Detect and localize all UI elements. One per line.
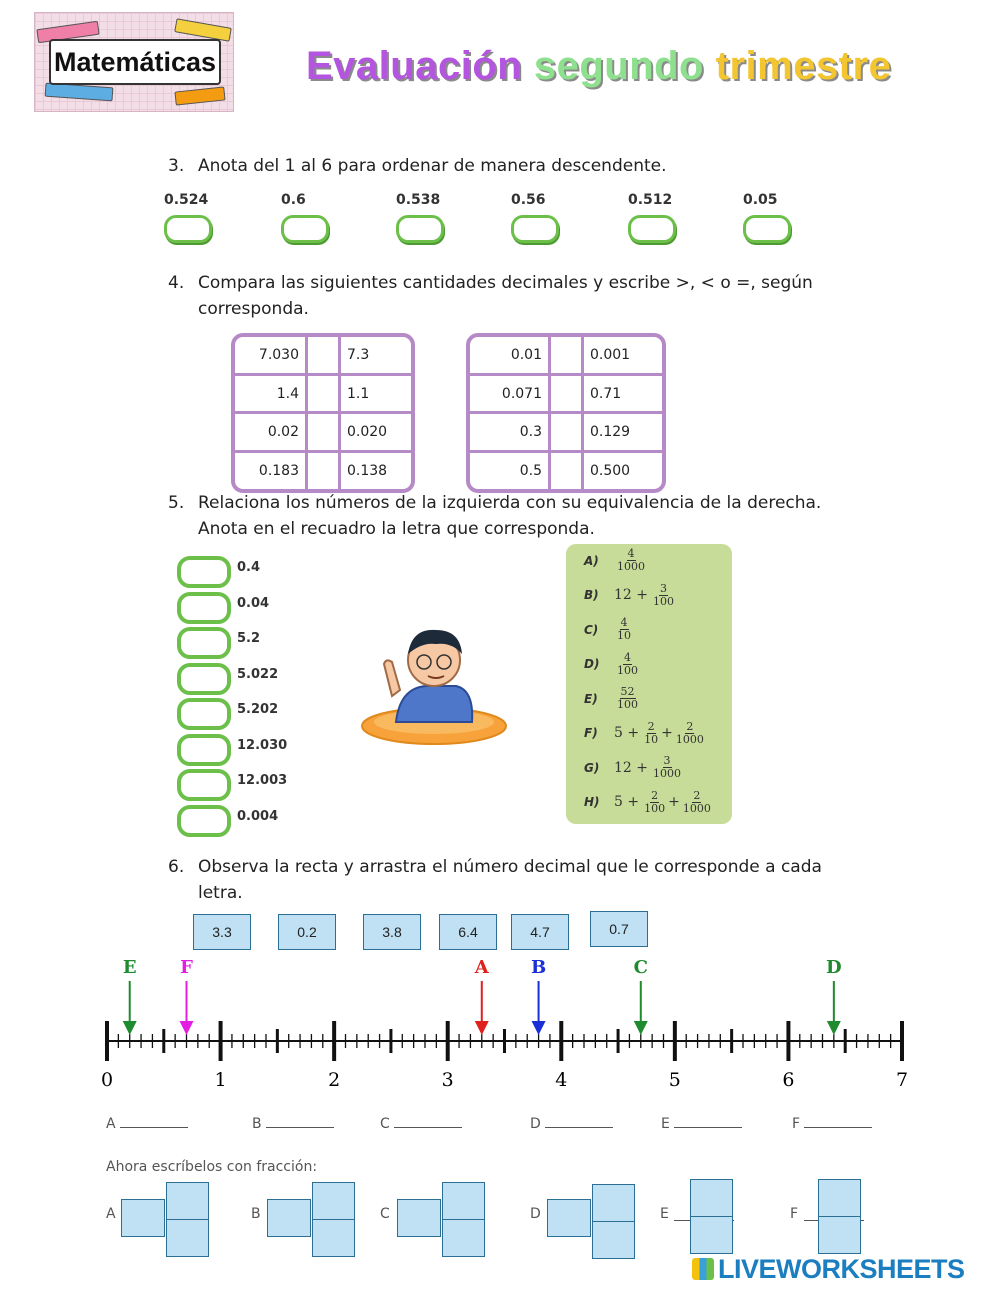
answer-field xyxy=(530,1116,613,1132)
question-text: Relaciona los números de la izquierda con su equivalencia de la derecha. Anota en el recuadro la letra que corresponda. xyxy=(198,493,822,539)
draggable-decimal-chip[interactable]: 0.2 xyxy=(278,914,336,950)
denominator-input[interactable] xyxy=(818,1216,861,1254)
compare-row xyxy=(470,452,662,489)
denominator: 1000 xyxy=(617,560,645,573)
compare-left-value: 0.3 xyxy=(470,413,550,452)
boy-illustration xyxy=(356,618,512,750)
fraction xyxy=(644,721,658,746)
fraction-letter: C xyxy=(380,1206,390,1222)
numerator: 3 xyxy=(663,754,671,767)
equivalence-option xyxy=(584,790,714,815)
whole-number-input[interactable] xyxy=(267,1199,311,1237)
match-value: 12.003 xyxy=(237,773,288,788)
denominator-input[interactable] xyxy=(690,1216,733,1254)
whole-number-input[interactable] xyxy=(121,1199,165,1237)
draggable-decimal-chip[interactable]: 0.7 xyxy=(590,911,648,947)
number-line-label: 4 xyxy=(555,1069,568,1091)
equivalence-option xyxy=(584,617,634,642)
denominator: 100 xyxy=(617,698,638,711)
denominator-input[interactable] xyxy=(442,1219,485,1257)
answer-blank[interactable] xyxy=(674,1127,742,1128)
match-letter-input[interactable] xyxy=(177,734,231,766)
option-prefix: 5 + xyxy=(614,725,640,741)
answer-letter: E xyxy=(661,1116,670,1132)
denominator-input[interactable] xyxy=(166,1219,209,1257)
marker-arrow-head xyxy=(827,1021,841,1035)
compare-row xyxy=(235,337,411,374)
match-letter-input[interactable] xyxy=(177,592,231,624)
match-letter-input[interactable] xyxy=(177,769,231,801)
fraction xyxy=(653,755,681,780)
option-letter: B) xyxy=(584,588,599,602)
compare-row xyxy=(470,413,662,452)
numerator: 4 xyxy=(620,616,628,629)
answer-letter: B xyxy=(252,1116,262,1132)
answer-field xyxy=(252,1116,334,1132)
compare-sign-input[interactable] xyxy=(550,452,583,489)
compare-sign-input[interactable] xyxy=(307,452,340,489)
denominator: 1000 xyxy=(653,767,681,780)
answer-blank[interactable] xyxy=(804,1127,872,1128)
numerator: 2 xyxy=(693,788,701,802)
equivalence-option xyxy=(584,583,677,608)
denominator-input[interactable] xyxy=(592,1221,635,1259)
plus-sign: + xyxy=(668,794,680,810)
order-input[interactable] xyxy=(511,215,559,243)
number-line-label: 5 xyxy=(668,1069,681,1091)
match-letter-input[interactable] xyxy=(177,627,231,659)
compare-row xyxy=(470,337,662,374)
draggable-decimal-chip[interactable]: 3.8 xyxy=(363,914,421,950)
decimal-value: 0.56 xyxy=(511,192,546,208)
denominator: 100 xyxy=(644,801,666,815)
compare-sign-input[interactable] xyxy=(550,413,583,452)
numerator: 4 xyxy=(624,650,631,664)
answer-blank[interactable] xyxy=(394,1127,462,1128)
answer-field xyxy=(661,1116,742,1132)
number-line-label: 0 xyxy=(100,1069,114,1091)
compare-right-value: 0.001 xyxy=(583,337,663,374)
numerator-input[interactable] xyxy=(442,1182,485,1220)
number-line-label: 2 xyxy=(328,1069,341,1091)
compare-right-value: 1.1 xyxy=(340,374,412,413)
numerator: 2 xyxy=(651,788,659,802)
compare-sign-input[interactable] xyxy=(307,374,340,413)
compare-table-right xyxy=(466,333,666,493)
answer-blank[interactable] xyxy=(120,1127,188,1128)
numerator-input[interactable] xyxy=(690,1179,733,1217)
plus-sign: + xyxy=(661,725,673,741)
match-value: 0.04 xyxy=(237,595,270,611)
option-prefix: 12 + xyxy=(614,759,648,776)
marker-letter: D xyxy=(826,957,842,978)
compare-left-value: 0.02 xyxy=(235,413,307,452)
option-letter: A) xyxy=(584,553,599,568)
answer-field xyxy=(106,1116,188,1132)
number-line-label: 1 xyxy=(214,1069,227,1091)
ruler-decoration xyxy=(45,83,114,102)
option-letter: D) xyxy=(584,657,600,671)
compare-left-value: 0.183 xyxy=(235,452,307,489)
fraction-letter: E xyxy=(660,1206,669,1222)
decimal-value: 0.512 xyxy=(628,192,673,208)
marker-letter: C xyxy=(633,957,648,978)
marker-letter: A xyxy=(474,957,489,978)
denominator-input[interactable] xyxy=(312,1219,355,1257)
numerator: 2 xyxy=(647,719,655,733)
fraction xyxy=(653,583,674,608)
marker-arrow-head xyxy=(180,1021,194,1035)
equivalence-option xyxy=(584,548,648,573)
match-letter-input[interactable] xyxy=(177,805,231,837)
equivalence-option xyxy=(584,686,641,711)
option-prefix: 5 + xyxy=(614,794,640,810)
match-value: 5.2 xyxy=(237,631,261,646)
compare-right-value: 0.020 xyxy=(340,413,412,452)
answer-letter: D xyxy=(530,1116,541,1132)
question-text: Anota del 1 al 6 para ordenar de manera descendente. xyxy=(198,156,667,176)
decimal-value: 0.538 xyxy=(396,192,441,208)
option-letter: H) xyxy=(584,795,600,809)
compare-table-left xyxy=(231,333,415,493)
denominator: 1000 xyxy=(682,801,711,815)
logo-text: Matemáticas xyxy=(49,39,221,85)
compare-right-value: 0.71 xyxy=(583,374,663,413)
option-prefix: 12 + xyxy=(614,587,648,603)
match-letter-input[interactable] xyxy=(177,698,231,730)
question-4 xyxy=(168,270,868,326)
question-3 xyxy=(168,153,868,183)
denominator: 100 xyxy=(617,663,638,677)
fraction-letter: B xyxy=(251,1206,261,1222)
draggable-decimal-chip[interactable]: 3.3 xyxy=(193,914,251,950)
question-text: Observa la recta y arrastra el número decimal que le corresponde a cada letra. xyxy=(198,857,822,903)
answer-letter: A xyxy=(106,1116,116,1132)
compare-left-value: 0.5 xyxy=(470,452,550,489)
order-input[interactable] xyxy=(743,215,791,243)
number-line xyxy=(0,950,1000,1100)
option-letter: C) xyxy=(584,622,599,637)
question-text: Compara las siguientes cantidades decimales y escribe >, < o =, según corresponda. xyxy=(198,273,813,319)
option-letter: G) xyxy=(584,760,600,775)
fraction-letter: A xyxy=(106,1206,116,1222)
title-part-2: segundo xyxy=(533,44,704,88)
option-letter: E) xyxy=(584,691,598,706)
marker-letter: E xyxy=(122,957,137,978)
fraction-letter: D xyxy=(530,1206,541,1222)
match-letter-input[interactable] xyxy=(177,556,231,588)
denominator: 100 xyxy=(653,594,674,608)
numerator-input[interactable] xyxy=(818,1179,861,1217)
order-input[interactable] xyxy=(164,215,212,243)
numerator-input[interactable] xyxy=(166,1182,209,1220)
liveworksheets-brand xyxy=(692,1254,965,1285)
answer-blank[interactable] xyxy=(266,1127,334,1128)
draggable-decimal-chip[interactable]: 6.4 xyxy=(439,914,497,950)
title-part-1: Evaluación xyxy=(306,44,523,88)
fraction xyxy=(676,721,704,746)
compare-row xyxy=(470,374,662,413)
order-input[interactable] xyxy=(628,215,676,243)
liveworksheets-logo-icon xyxy=(692,1258,714,1280)
decimal-value: 0.05 xyxy=(743,192,778,208)
compare-sign-input[interactable] xyxy=(307,413,340,452)
number-line-label: 3 xyxy=(441,1069,454,1091)
denominator: 10 xyxy=(617,629,631,642)
answer-field xyxy=(792,1116,872,1132)
denominator: 10 xyxy=(644,732,659,746)
number-line-label: 7 xyxy=(895,1069,909,1091)
compare-right-value: 0.500 xyxy=(583,452,663,489)
compare-row xyxy=(235,374,411,413)
match-value: 12.030 xyxy=(237,737,288,753)
numerator: 52 xyxy=(620,685,635,698)
equivalence-option xyxy=(584,755,684,780)
answer-blank[interactable] xyxy=(545,1127,613,1128)
match-letter-input[interactable] xyxy=(177,663,231,695)
question-5 xyxy=(168,490,868,546)
fraction xyxy=(617,652,638,677)
equivalence-option xyxy=(584,652,641,677)
fraction xyxy=(617,548,645,573)
numerator-input[interactable] xyxy=(312,1182,355,1220)
fraction xyxy=(617,686,638,711)
fraction-prompt: Ahora escríbelos con fracción: xyxy=(106,1159,318,1175)
decimal-value: 0.6 xyxy=(281,192,306,208)
marker-letter: F xyxy=(180,957,193,978)
brand-text: LIVEWORKSHEETS xyxy=(718,1254,965,1284)
draggable-decimal-chip[interactable]: 4.7 xyxy=(511,914,569,950)
compare-left-value: 1.4 xyxy=(235,374,307,413)
question-number: 4. xyxy=(168,273,185,293)
answer-letter: C xyxy=(380,1116,390,1132)
fraction xyxy=(617,617,631,642)
compare-sign-input[interactable] xyxy=(550,374,583,413)
decimal-value: 0.524 xyxy=(164,192,209,208)
fraction-letter: F xyxy=(790,1206,799,1222)
question-number: 6. xyxy=(168,857,185,877)
compare-row xyxy=(235,452,411,489)
compare-left-value: 7.030 xyxy=(235,337,307,374)
compare-right-value: 7.3 xyxy=(340,337,412,374)
equivalence-option xyxy=(584,721,707,746)
compare-sign-input[interactable] xyxy=(550,337,583,374)
compare-right-value: 0.138 xyxy=(340,452,412,489)
page-title xyxy=(306,44,891,89)
numerator: 3 xyxy=(660,581,667,595)
marker-arrow-head xyxy=(634,1021,648,1035)
whole-number-input[interactable] xyxy=(397,1199,441,1237)
match-value: 0.004 xyxy=(237,808,279,824)
answer-letter: F xyxy=(792,1116,801,1132)
marker-letter: B xyxy=(530,957,547,978)
numerator: 2 xyxy=(686,719,694,733)
denominator: 1000 xyxy=(675,732,704,746)
whole-number-input[interactable] xyxy=(547,1199,591,1237)
compare-right-value: 0.129 xyxy=(583,413,663,452)
fraction xyxy=(644,790,665,815)
numerator: 4 xyxy=(627,547,635,560)
match-value: 5.022 xyxy=(237,666,279,682)
compare-row xyxy=(235,413,411,452)
marker-arrow-head xyxy=(532,1021,546,1035)
marker-arrow-head xyxy=(475,1021,489,1035)
equivalence-options xyxy=(566,544,732,824)
match-value: 5.202 xyxy=(237,702,279,717)
compare-left-value: 0.071 xyxy=(470,374,550,413)
matematicas-logo xyxy=(34,12,234,112)
compare-sign-input[interactable] xyxy=(307,337,340,374)
option-letter: F) xyxy=(584,726,598,740)
question-6 xyxy=(168,854,868,910)
order-input[interactable] xyxy=(396,215,444,243)
question-number: 3. xyxy=(168,156,185,176)
title-part-3: trimestre xyxy=(715,44,892,88)
ruler-decoration xyxy=(174,86,225,105)
compare-left-value: 0.01 xyxy=(470,337,550,374)
answer-field xyxy=(380,1116,462,1132)
order-input[interactable] xyxy=(281,215,329,243)
marker-arrow-head xyxy=(123,1021,137,1035)
number-line-label: 6 xyxy=(782,1069,795,1091)
numerator-input[interactable] xyxy=(592,1184,635,1222)
question-number: 5. xyxy=(168,493,185,513)
fraction xyxy=(683,790,711,815)
match-value: 0.4 xyxy=(237,560,261,575)
